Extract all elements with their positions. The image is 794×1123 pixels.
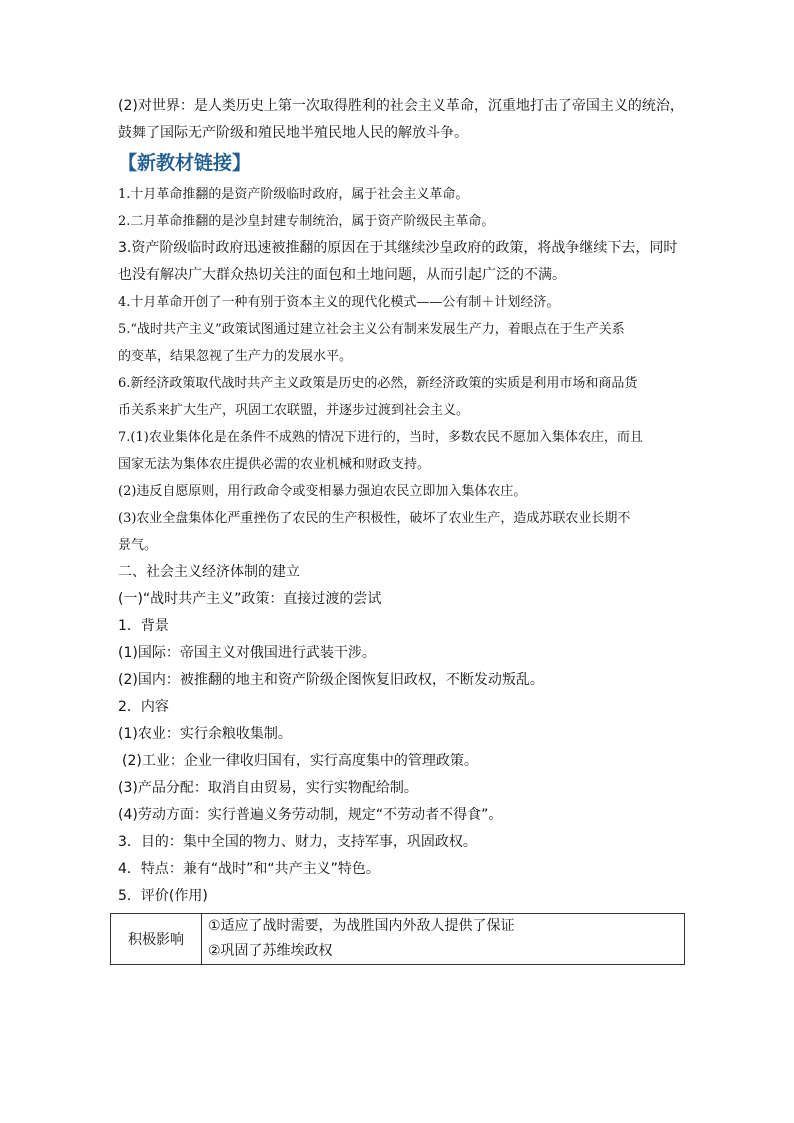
feature-line: 4．特点：兼有“战时”和“共产主义”特色。 — [118, 861, 380, 877]
background-title: 1．背景 — [118, 618, 169, 634]
purpose-line: 3．目的：集中全国的物力、财力，支持军事，巩固政权。 — [118, 834, 477, 850]
link-line: 2.二月革命推翻的是沙皇封建专制统治，属于资产阶级民主革命。 — [118, 214, 495, 229]
table-item: ②巩固了苏维埃政权 — [208, 943, 333, 959]
content-item-2: (2)工业：企业一律收归国有，实行高度集中的管理政策。 — [122, 753, 478, 769]
link-line: 3.资产阶级临时政府迅速被推翻的原因在于其继续沙皇政府的政策，将战争继续下去，同时 — [118, 240, 678, 256]
link-line: (2)违反自愿原则，用行政命令或变相暴力强迫农民立即加入集体农庄。 — [118, 484, 527, 499]
content-item-1: (1)农业：实行余粮收集制。 — [118, 726, 292, 742]
content-item-3: (3)产品分配：取消自由贸易，实行实物配给制。 — [118, 780, 418, 796]
link-line: 7.(1)农业集体化是在条件不成熟的情况下进行的，当时，多数农民不愿加入集体农庄，而且 — [118, 430, 643, 445]
intro-line-1: (2)对世界：是人类历史上第一次取得胜利的社会主义革命，沉重地打击了帝国主义的统治， — [118, 98, 684, 114]
table-content-cell — [202, 914, 685, 965]
background-item-2: (2)国内：被推翻的地主和资产阶级企图恢复旧政权，不断发动叛乱。 — [118, 672, 544, 688]
link-line: 的变革，结果忽视了生产力的发展水平。 — [118, 349, 353, 364]
table-header-cell: 积极影响 — [111, 914, 202, 965]
table-item: ①适应了战时需要，为战胜国内外敌人提供了保证 — [208, 918, 515, 934]
intro-line-2: 鼓舞了国际无产阶级和殖民地半殖民地人民的解放斗争。 — [118, 125, 468, 141]
link-line: 国家无法为集体农庄提供必需的农业机械和财政支持。 — [118, 457, 431, 472]
evaluation-table — [110, 913, 685, 965]
content-item-4: (4)劳动方面：实行普遍义务劳动制，规定“不劳动者不得食”。 — [118, 807, 503, 823]
content-title: 2．内容 — [118, 699, 169, 715]
subsection-1-title: (一)“战时共产主义”政策：直接过渡的尝试 — [118, 591, 382, 607]
link-line: 5.“战时共产主义”政策试图通过建立社会主义公有制来发展生产力，着眼点在于生产关系 — [118, 322, 625, 337]
background-item-1: (1)国际：帝国主义对俄国进行武装干涉。 — [118, 645, 376, 661]
section-2-title: 二、社会主义经济体制的建立 — [118, 564, 300, 580]
link-line: 也没有解决广大群众热切关注的面包和土地问题，从而引起广泛的不满。 — [118, 267, 566, 283]
link-line: 4.十月革命开创了一种有别于资本主义的现代化模式——公有制＋计划经济。 — [118, 295, 560, 310]
page-content — [118, 93, 688, 965]
link-line: 景气。 — [118, 538, 158, 553]
link-line: 6.新经济政策取代战时共产主义政策是历史的必然，新经济政策的实质是利用市场和商品货 — [118, 376, 638, 391]
link-line: 1.十月革命推翻的是资产阶级临时政府，属于社会主义革命。 — [118, 187, 469, 202]
link-line: 币关系来扩大生产，巩固工农联盟，并逐步过渡到社会主义。 — [118, 403, 470, 418]
evaluation-title: 5．评价(作用) — [118, 888, 208, 904]
link-line: (3)农业全盘集体化严重挫伤了农民的生产积极性，破坏了农业生产，造成苏联农业长期不 — [118, 511, 631, 526]
table-row — [111, 914, 685, 965]
section-heading: 【新教材链接】 — [118, 152, 252, 174]
